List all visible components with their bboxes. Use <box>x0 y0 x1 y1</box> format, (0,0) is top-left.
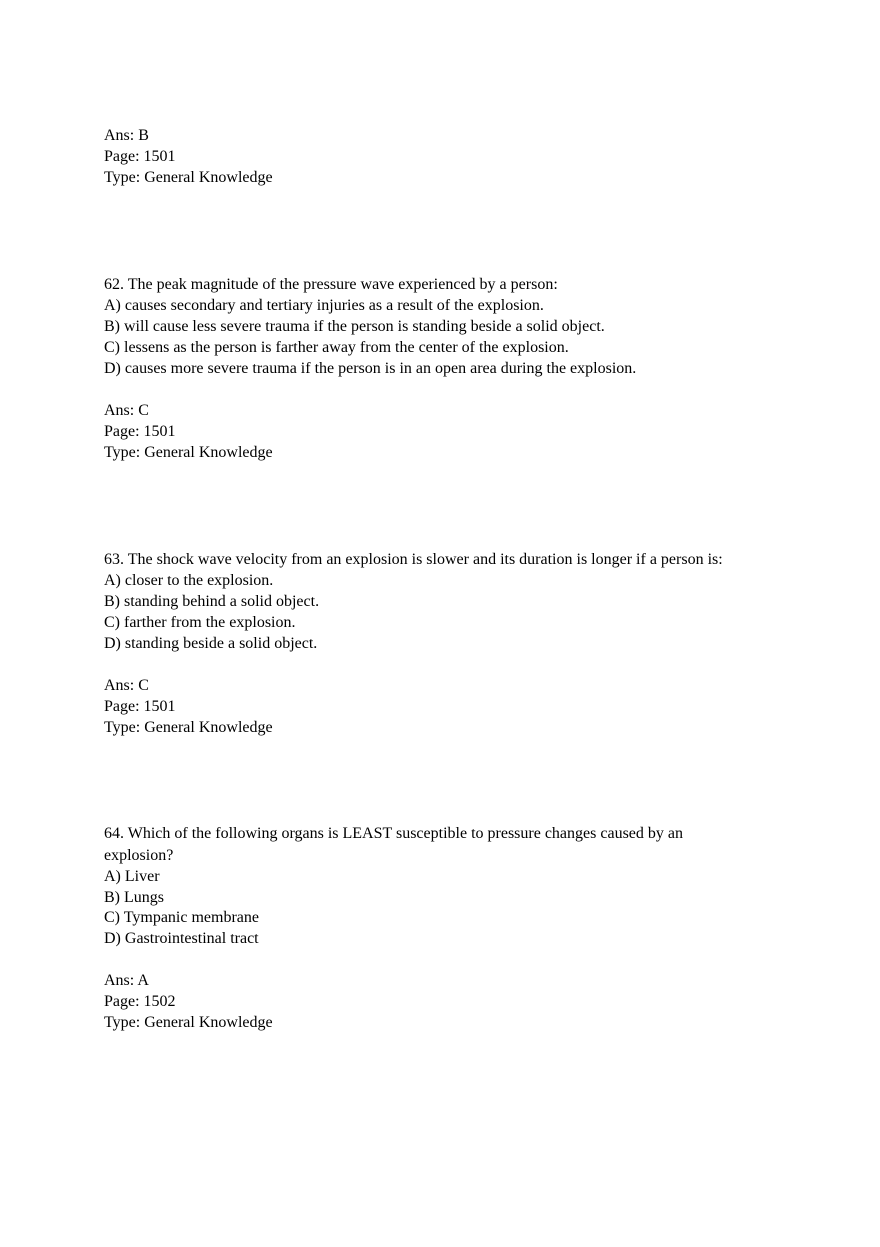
type-line: Type: General Knowledge <box>104 1014 273 1031</box>
page-line: Page: 1501 <box>104 148 176 165</box>
question-62: 62. The peak magnitude of the pressure wave experienced by a person: <box>104 276 558 293</box>
option-c: C) lessens as the person is farther away from the center of the explosion. <box>104 339 569 356</box>
type-line: Type: General Knowledge <box>104 169 273 186</box>
page-line: Page: 1502 <box>104 993 176 1010</box>
option-a: A) Liver <box>104 868 160 885</box>
question-63: 63. The shock wave velocity from an explosion is slower and its duration is longer if a person is: <box>104 551 723 568</box>
option-a: A) closer to the explosion. <box>104 572 274 589</box>
option-c: C) farther from the explosion. <box>104 614 296 631</box>
question-64-continuation: explosion? <box>104 847 174 864</box>
answer-line: Ans: B <box>104 127 149 144</box>
option-d: D) causes more severe trauma if the person is in an open area during the explosion. <box>104 360 637 377</box>
answer-line: Ans: A <box>104 972 149 989</box>
option-b: B) standing behind a solid object. <box>104 593 320 610</box>
type-line: Type: General Knowledge <box>104 719 273 736</box>
answer-line: Ans: C <box>104 402 149 419</box>
option-b: B) will cause less severe trauma if the person is standing beside a solid object. <box>104 318 605 335</box>
option-c: C) Tympanic membrane <box>104 909 259 926</box>
option-d: D) Gastrointestinal tract <box>104 930 259 947</box>
page-line: Page: 1501 <box>104 698 176 715</box>
option-a: A) causes secondary and tertiary injuries as a result of the explosion. <box>104 297 544 314</box>
type-line: Type: General Knowledge <box>104 444 273 461</box>
answer-line: Ans: C <box>104 677 149 694</box>
option-b: B) Lungs <box>104 889 164 906</box>
option-d: D) standing beside a solid object. <box>104 635 318 652</box>
page-line: Page: 1501 <box>104 423 176 440</box>
question-64: 64. Which of the following organs is LEAST susceptible to pressure changes caused by an <box>104 825 683 842</box>
